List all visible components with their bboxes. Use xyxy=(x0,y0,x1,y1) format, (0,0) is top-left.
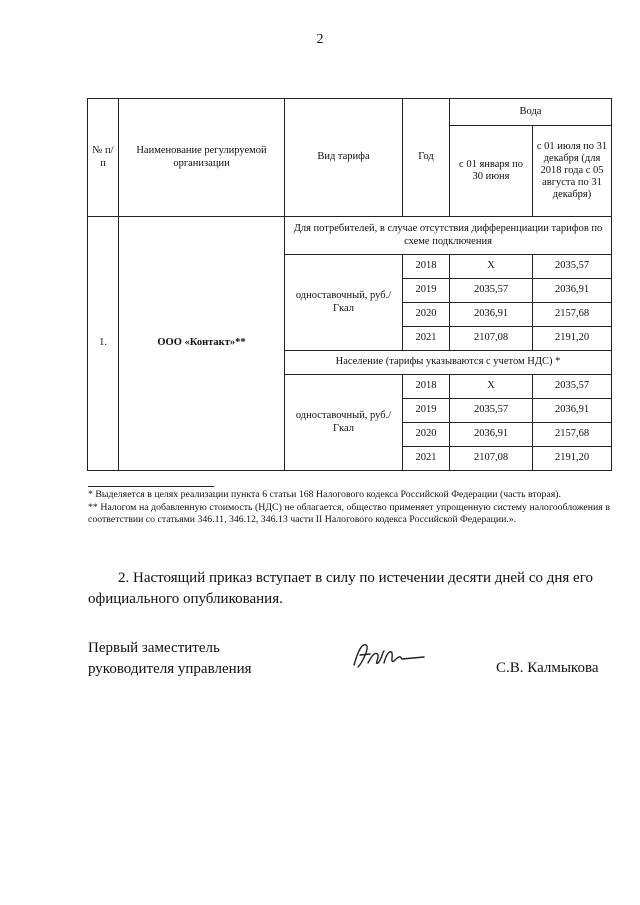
organization-name: ООО «Контакт»** xyxy=(119,217,285,471)
value-cell: 2035,57 xyxy=(533,375,612,399)
value-cell: 2036,91 xyxy=(450,303,533,327)
value-cell: 2107,08 xyxy=(450,327,533,351)
tariff-type-consumers: одноставочный, руб./Гкал xyxy=(285,255,403,351)
value-cell: 2035,57 xyxy=(450,279,533,303)
header-year: Год xyxy=(403,99,450,217)
header-organization: Наименование регулируемой организации xyxy=(119,99,285,217)
value-cell: 2107,08 xyxy=(450,447,533,471)
year-cell: 2020 xyxy=(403,423,450,447)
header-period-2: с 01 июля по 31 декабря (для 2018 года с 05 августа по 31 декабря) xyxy=(533,126,612,217)
signer-position-line-1: Первый заместитель xyxy=(88,640,220,656)
header-tariff-type: Вид тарифа xyxy=(285,99,403,217)
value-cell: 2191,20 xyxy=(533,327,612,351)
year-cell: 2021 xyxy=(403,447,450,471)
value-cell: 2035,57 xyxy=(533,255,612,279)
footnote-divider xyxy=(88,486,214,487)
year-cell: 2020 xyxy=(403,303,450,327)
value-cell: 2036,91 xyxy=(450,423,533,447)
year-cell: 2018 xyxy=(403,375,450,399)
value-cell: 2036,91 xyxy=(533,399,612,423)
value-cell: X xyxy=(450,375,533,399)
header-num: № п/п xyxy=(88,99,119,217)
header-water: Вода xyxy=(450,99,612,126)
footnote-no-vat: ** Налогом на добавленную стоимость (НДС) не облагается, общество применяет упрощенную систему налогообложения в соответствии со статьями 346.11, 346.12, 346.13 части II Налогового кодекса Российской Федерации.». xyxy=(88,501,610,526)
value-cell: X xyxy=(450,255,533,279)
value-cell: 2035,57 xyxy=(450,399,533,423)
tariff-type-population: одноставочный, руб./Гкал xyxy=(285,375,403,471)
tariff-table xyxy=(87,98,612,471)
row-number: 1. xyxy=(88,217,119,471)
handwritten-signature xyxy=(348,637,428,675)
value-cell: 2157,68 xyxy=(533,303,612,327)
year-cell: 2018 xyxy=(403,255,450,279)
signer-position-line-2: руководителя управления xyxy=(88,661,252,678)
year-cell: 2019 xyxy=(403,279,450,303)
footnote-vat: * Выделяется в целях реализации пункта 6 статьи 168 Налогового кодекса Российской Федерации (часть вторая). xyxy=(88,489,561,500)
signer-name: С.В. Калмыкова xyxy=(496,660,599,676)
year-cell: 2021 xyxy=(403,327,450,351)
header-period-1: с 01 января по 30 июня xyxy=(450,126,533,217)
footnotes xyxy=(88,489,610,527)
value-cell: 2036,91 xyxy=(533,279,612,303)
value-cell: 2157,68 xyxy=(533,423,612,447)
signer-position xyxy=(88,638,252,681)
page-number: 2 xyxy=(316,32,324,47)
year-cell: 2019 xyxy=(403,399,450,423)
clause-text: 2. Настоящий приказ вступает в силу по истечении десяти дней со дня его официального опубликования. xyxy=(88,570,593,607)
value-cell: 2191,20 xyxy=(533,447,612,471)
section-title-consumers: Для потребителей, в случае отсутствия дифференциации тарифов по схеме подключения xyxy=(285,217,612,255)
section-title-population: Население (тарифы указываются с учетом НДС) * xyxy=(285,351,612,375)
order-clause xyxy=(88,568,610,609)
